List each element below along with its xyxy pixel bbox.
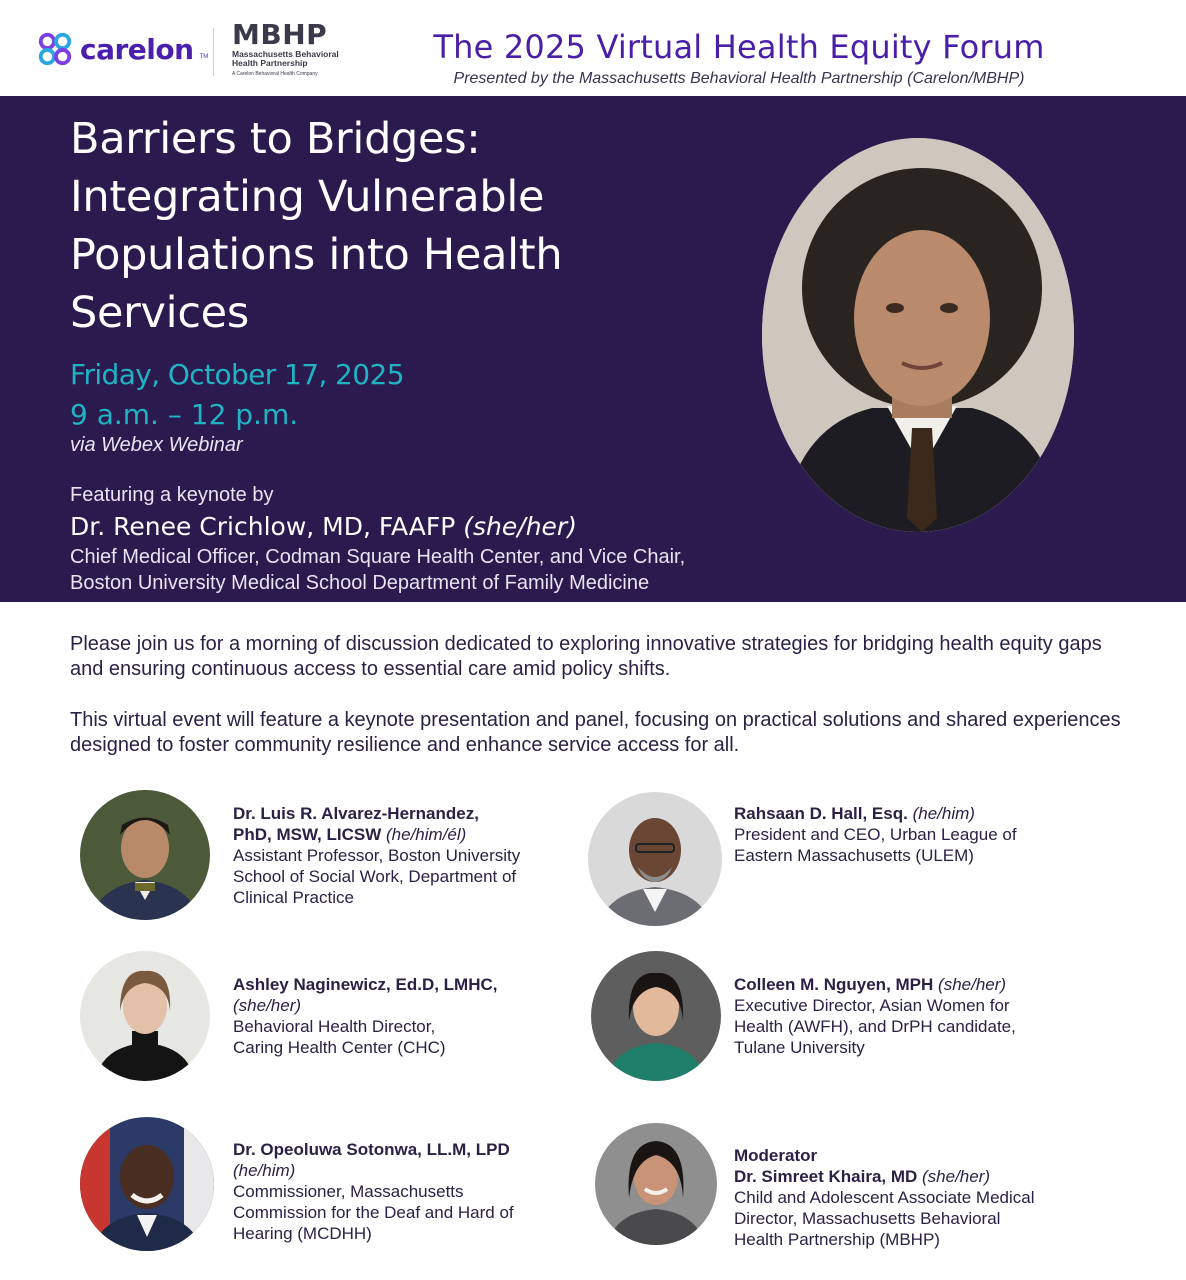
keynote-portrait	[762, 138, 1074, 532]
keynote-pronouns: (she/her)	[463, 512, 577, 541]
speaker-name: Colleen M. Nguyen, MPH	[734, 975, 934, 994]
mbhp-wordmark: MBHP	[232, 18, 328, 51]
speaker-photo-image	[595, 1123, 717, 1245]
speaker-photo-nguyen	[591, 951, 721, 1081]
speaker-role-line2: School of Social Work, Department of	[233, 867, 517, 886]
event-platform: via Webex Webinar	[70, 434, 243, 456]
speaker-photo-alvarez-hernandez	[80, 790, 210, 920]
keynote-role-line2: Boston University Medical School Department of Family Medicine	[70, 572, 650, 594]
speaker-name: Dr. Opeoluwa Sotonwa, LL.M, LPD	[233, 1140, 510, 1159]
speaker-role-line1: President and CEO, Urban League of	[734, 825, 1017, 844]
speaker-name: Rahsaan D. Hall, Esq.	[734, 804, 908, 823]
speaker-photo-naginewicz	[80, 951, 210, 1081]
speaker-pronouns: (he/him)	[912, 804, 975, 823]
mbhp-logo	[232, 20, 339, 78]
speaker-role-line1: Commissioner, Massachusetts	[233, 1182, 464, 1201]
speaker-info-khaira	[734, 1145, 1104, 1250]
speaker-name: Dr. Simreet Khaira, MD	[734, 1167, 918, 1186]
speaker-role-line2: Commission for the Deaf and Hard of	[233, 1203, 514, 1222]
keynote-name-text: Dr. Renee Crichlow, MD, FAAFP	[70, 512, 456, 541]
speaker-photo-sotonwa	[80, 1117, 214, 1251]
speaker-info-nguyen	[734, 974, 1094, 1058]
header	[0, 0, 1186, 96]
speaker-role-line1: Behavioral Health Director,	[233, 1017, 436, 1036]
speaker-photo-hall	[588, 792, 722, 926]
speaker-role-line3: Clinical Practice	[233, 888, 354, 907]
keynote-name	[70, 512, 577, 541]
logo-divider	[213, 28, 214, 76]
event-time: 9 a.m. – 12 p.m.	[70, 398, 299, 431]
carelon-wordmark: carelon	[80, 32, 194, 66]
carelon-logo	[36, 30, 208, 68]
forum-title: The 2025 Virtual Health Equity Forum	[433, 28, 1045, 66]
speaker-role-line2: Health (AWFH), and DrPH candidate,	[734, 1017, 1016, 1036]
speaker-photo-image	[80, 951, 210, 1081]
speaker-photo-image	[80, 790, 210, 920]
speaker-photo-image	[80, 1117, 214, 1251]
mbhp-line2: Health Partnership	[232, 58, 308, 68]
details-paragraph: This virtual event will feature a keynote presentation and panel, focusing on practical solutions and shared experiences designed to foster community resilience and enhance service access for all.	[70, 709, 1121, 756]
speaker-photo-khaira	[595, 1123, 717, 1245]
carelon-tm: TM	[199, 54, 209, 60]
speaker-role-line1: Child and Adolescent Associate Medical	[734, 1188, 1035, 1207]
speaker-label-moderator: Moderator	[734, 1146, 818, 1165]
speaker-role-line2: Eastern Massachusetts (ULEM)	[734, 846, 974, 865]
speaker-role-line2: Director, Massachusetts Behavioral	[734, 1209, 1001, 1228]
speaker-pronouns: (he/him/él)	[386, 825, 467, 844]
speaker-role-line3: Health Partnership (MBHP)	[734, 1230, 940, 1249]
keynote-role	[70, 544, 830, 596]
mbhp-tagline: A Carelon Behavioral Health Company	[232, 71, 318, 77]
speaker-name: Ashley Naginewicz, Ed.D, LMHC,	[233, 975, 498, 994]
mbhp-line1: Massachusetts Behavioral	[232, 49, 339, 59]
speaker-role-line1: Executive Director, Asian Women for	[734, 996, 1010, 1015]
keynote-role-line1: Chief Medical Officer, Codman Square Health Center, and Vice Chair,	[70, 546, 686, 568]
speaker-pronouns: (she/her)	[233, 996, 302, 1015]
event-date: Friday, October 17, 2025	[70, 358, 404, 391]
speaker-photo-image	[591, 951, 721, 1081]
speaker-pronouns: (she/her)	[938, 975, 1007, 994]
speaker-photo-image	[588, 792, 722, 926]
speaker-name-line1: Dr. Luis R. Alvarez-Hernandez,	[233, 804, 479, 823]
keynote-intro: Featuring a keynote by	[70, 484, 274, 506]
speaker-role-line1: Assistant Professor, Boston University	[233, 846, 521, 865]
carelon-mark-icon	[36, 30, 74, 68]
speaker-role-line3: Hearing (MCDHH)	[233, 1224, 372, 1243]
speaker-pronouns: (he/him)	[233, 1161, 296, 1180]
speaker-name-line2: PhD, MSW, LICSW	[233, 825, 382, 844]
keynote-portrait-image	[762, 138, 1074, 532]
speaker-info-sotonwa	[233, 1139, 583, 1244]
intro-paragraph: Please join us for a morning of discussion dedicated to exploring innovative strategies for bridging health equity gaps and ensuring continuous access to essential care amid policy shifts.	[70, 633, 1102, 680]
forum-subtitle: Presented by the Massachusetts Behavioral Health Partnership (Carelon/MBHP)	[453, 70, 1025, 87]
speaker-role-line2: Caring Health Center (CHC)	[233, 1038, 446, 1057]
event-title: Barriers to Bridges: Integrating Vulnerable Populations into Health Services	[70, 114, 563, 338]
speaker-info-naginewicz	[233, 974, 573, 1058]
speaker-role-line3: Tulane University	[734, 1038, 865, 1057]
speaker-pronouns: (she/her)	[922, 1167, 991, 1186]
speaker-info-alvarez-hernandez	[233, 803, 573, 908]
speaker-info-hall	[734, 803, 1094, 866]
